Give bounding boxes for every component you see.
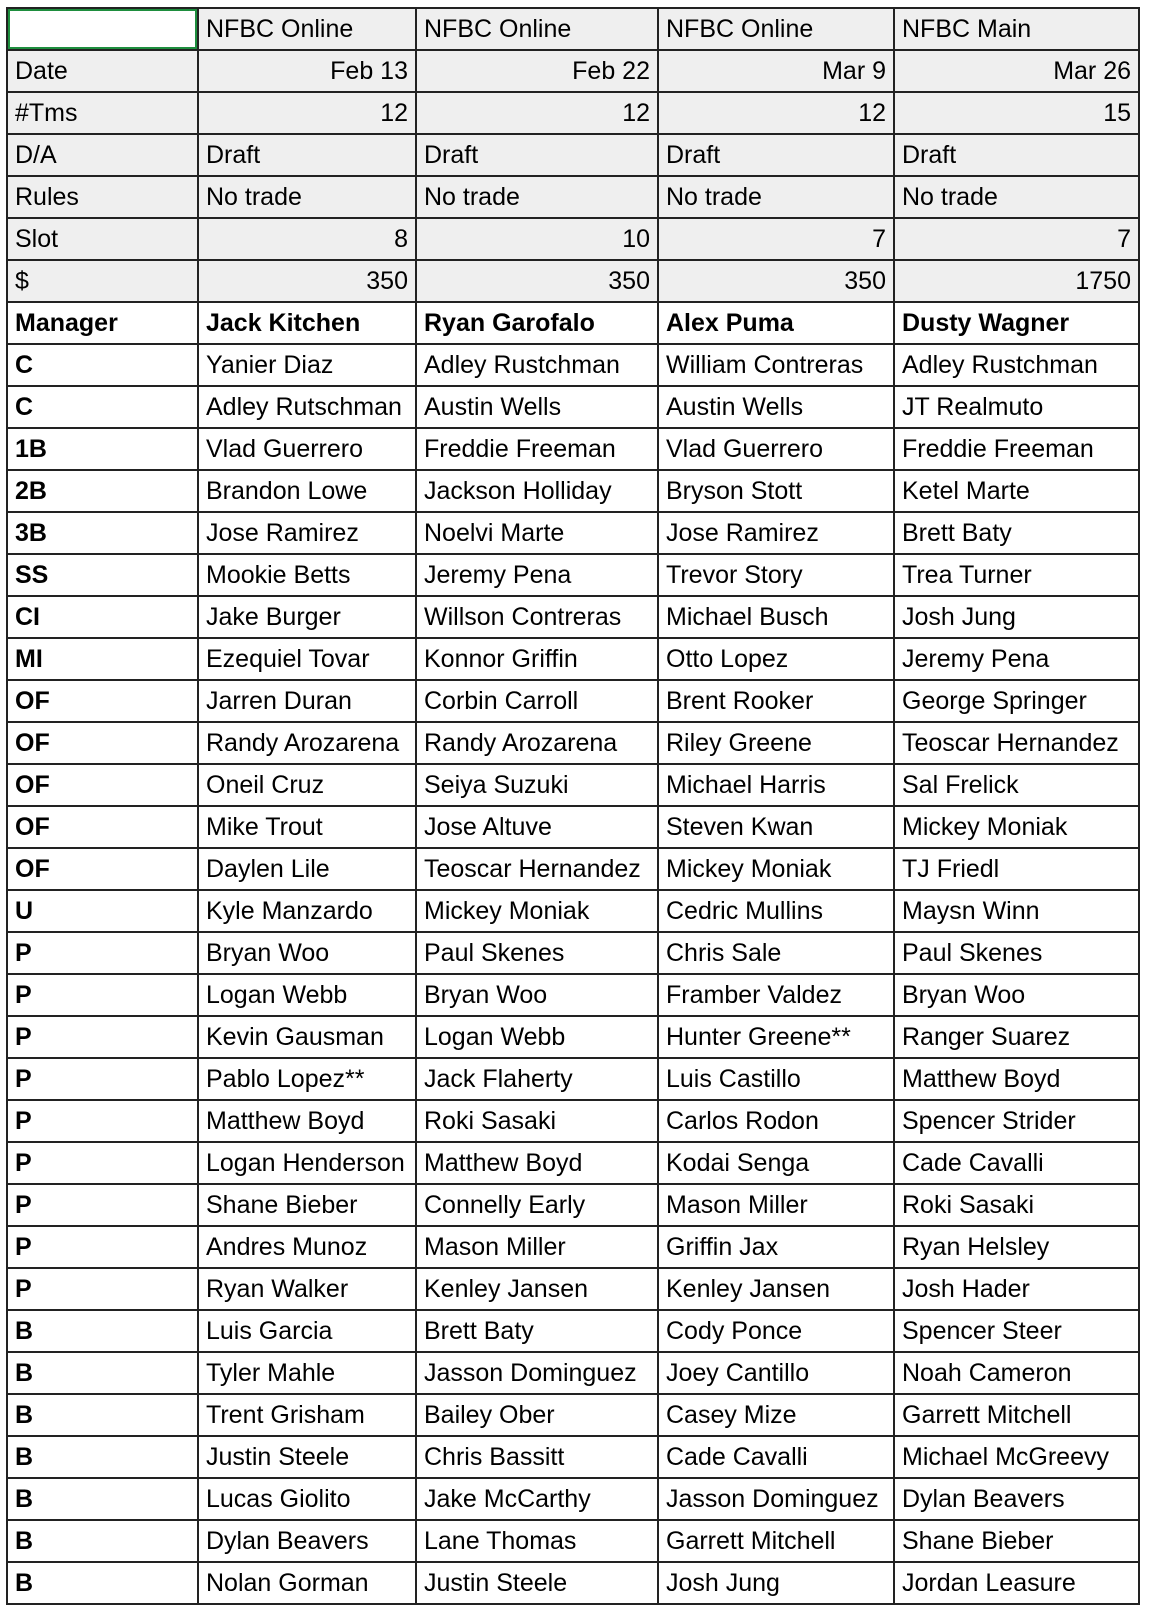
- cell[interactable]: Jake McCarthy: [416, 1478, 658, 1520]
- cell[interactable]: Feb 13: [198, 50, 416, 92]
- cell[interactable]: 350: [658, 260, 894, 302]
- roster-row: [7, 1352, 1139, 1394]
- cell[interactable]: Bryan Woo: [198, 932, 416, 974]
- cell[interactable]: NFBC Online: [658, 8, 894, 50]
- cell[interactable]: Mookie Betts: [198, 554, 416, 596]
- row-label-cell[interactable]: P: [7, 1142, 198, 1184]
- cell[interactable]: NFBC Online: [198, 8, 416, 50]
- cell[interactable]: Adley Rutschman: [198, 386, 416, 428]
- roster-row: [7, 386, 1139, 428]
- cell[interactable]: Draft: [894, 134, 1139, 176]
- meta-row: [7, 218, 1139, 260]
- cell[interactable]: Josh Jung: [894, 596, 1139, 638]
- cell[interactable]: No trade: [198, 176, 416, 218]
- cell[interactable]: Konnor Griffin: [416, 638, 658, 680]
- roster-row: [7, 1100, 1139, 1142]
- cell[interactable]: Carlos Rodon: [658, 1100, 894, 1142]
- cell[interactable]: Austin Wells: [658, 386, 894, 428]
- cell[interactable]: Jackson Holliday: [416, 470, 658, 512]
- cell[interactable]: Connelly Early: [416, 1184, 658, 1226]
- roster-row: [7, 512, 1139, 554]
- cell[interactable]: Bryan Woo: [416, 974, 658, 1016]
- roster-row: [7, 1142, 1139, 1184]
- cell[interactable]: Lucas Giolito: [198, 1478, 416, 1520]
- roster-row: [7, 1520, 1139, 1562]
- cell[interactable]: Freddie Freeman: [894, 428, 1139, 470]
- cell[interactable]: Jeremy Pena: [416, 554, 658, 596]
- cell[interactable]: Mar 26: [894, 50, 1139, 92]
- cell[interactable]: Framber Valdez: [658, 974, 894, 1016]
- cell[interactable]: Roki Sasaki: [416, 1100, 658, 1142]
- cell[interactable]: Dylan Beavers: [894, 1478, 1139, 1520]
- contest-header-row: [7, 8, 1139, 50]
- cell[interactable]: Noelvi Marte: [416, 512, 658, 554]
- roster-row: [7, 722, 1139, 764]
- cell[interactable]: Adley Rustchman: [416, 344, 658, 386]
- cell[interactable]: Noah Cameron: [894, 1352, 1139, 1394]
- cell[interactable]: Kevin Gausman: [198, 1016, 416, 1058]
- cell[interactable]: Josh Jung: [658, 1562, 894, 1604]
- cell[interactable]: Jose Altuve: [416, 806, 658, 848]
- cell[interactable]: Roki Sasaki: [894, 1184, 1139, 1226]
- cell[interactable]: Mason Miller: [658, 1184, 894, 1226]
- cell[interactable]: JT Realmuto: [894, 386, 1139, 428]
- cell[interactable]: Shane Bieber: [894, 1520, 1139, 1562]
- cell[interactable]: NFBC Main: [894, 8, 1139, 50]
- cell[interactable]: 12: [416, 92, 658, 134]
- cell[interactable]: Logan Webb: [416, 1016, 658, 1058]
- cell[interactable]: Mickey Moniak: [894, 806, 1139, 848]
- cell[interactable]: Mar 9: [658, 50, 894, 92]
- row-label-cell[interactable]: P: [7, 1100, 198, 1142]
- cell[interactable]: No trade: [416, 176, 658, 218]
- cell[interactable]: 15: [894, 92, 1139, 134]
- sheet-body: [7, 8, 1139, 1604]
- row-label-cell[interactable]: Slot: [7, 218, 198, 260]
- manager-row: [7, 302, 1139, 344]
- cell[interactable]: Cade Cavalli: [658, 1436, 894, 1478]
- cell[interactable]: Garrett Mitchell: [894, 1394, 1139, 1436]
- cell[interactable]: Cedric Mullins: [658, 890, 894, 932]
- roster-row: [7, 596, 1139, 638]
- cell[interactable]: Feb 22: [416, 50, 658, 92]
- cell[interactable]: Cade Cavalli: [894, 1142, 1139, 1184]
- cell[interactable]: 12: [198, 92, 416, 134]
- row-label-cell[interactable]: CI: [7, 596, 198, 638]
- cell[interactable]: 350: [416, 260, 658, 302]
- roster-row: [7, 428, 1139, 470]
- roster-row: [7, 470, 1139, 512]
- cell[interactable]: Jasson Dominguez: [416, 1352, 658, 1394]
- cell[interactable]: Bryson Stott: [658, 470, 894, 512]
- cell[interactable]: Ezequiel Tovar: [198, 638, 416, 680]
- roster-row: [7, 638, 1139, 680]
- cell[interactable]: Jack Flaherty: [416, 1058, 658, 1100]
- cell[interactable]: Lane Thomas: [416, 1520, 658, 1562]
- roster-row: [7, 344, 1139, 386]
- cell[interactable]: Luis Castillo: [658, 1058, 894, 1100]
- cell[interactable]: Spencer Strider: [894, 1100, 1139, 1142]
- row-label-cell[interactable]: Date: [7, 50, 198, 92]
- cell[interactable]: Paul Skenes: [416, 932, 658, 974]
- roster-row: [7, 974, 1139, 1016]
- cell[interactable]: Justin Steele: [198, 1436, 416, 1478]
- cell[interactable]: Andres Munoz: [198, 1226, 416, 1268]
- cell[interactable]: 1750: [894, 260, 1139, 302]
- cell[interactable]: Michael McGreevy: [894, 1436, 1139, 1478]
- cell[interactable]: Riley Greene: [658, 722, 894, 764]
- roster-row: [7, 806, 1139, 848]
- cell[interactable]: Logan Henderson: [198, 1142, 416, 1184]
- cell[interactable]: Willson Contreras: [416, 596, 658, 638]
- roster-row: [7, 1310, 1139, 1352]
- row-label-cell[interactable]: P: [7, 1226, 198, 1268]
- meta-row: [7, 176, 1139, 218]
- cell[interactable]: Brandon Lowe: [198, 470, 416, 512]
- row-label-cell[interactable]: B: [7, 1520, 198, 1562]
- row-label-cell[interactable]: Manager: [7, 302, 198, 344]
- cell[interactable]: Kenley Jansen: [416, 1268, 658, 1310]
- cell[interactable]: 7: [894, 218, 1139, 260]
- cell[interactable]: Adley Rustchman: [894, 344, 1139, 386]
- cell[interactable]: Vlad Guerrero: [658, 428, 894, 470]
- roster-row: [7, 680, 1139, 722]
- row-label-cell[interactable]: Rules: [7, 176, 198, 218]
- cell[interactable]: Hunter Greene**: [658, 1016, 894, 1058]
- roster-row: [7, 1226, 1139, 1268]
- cell[interactable]: Kodai Senga: [658, 1142, 894, 1184]
- cell[interactable]: Draft: [658, 134, 894, 176]
- cell[interactable]: Tyler Mahle: [198, 1352, 416, 1394]
- cell[interactable]: Logan Webb: [198, 974, 416, 1016]
- cell[interactable]: Maysn Winn: [894, 890, 1139, 932]
- meta-row: [7, 260, 1139, 302]
- cell[interactable]: Griffin Jax: [658, 1226, 894, 1268]
- row-label-cell[interactable]: 2B: [7, 470, 198, 512]
- cell[interactable]: Teoscar Hernandez: [416, 848, 658, 890]
- cell[interactable]: Vlad Guerrero: [198, 428, 416, 470]
- cell[interactable]: Paul Skenes: [894, 932, 1139, 974]
- cell[interactable]: Mike Trout: [198, 806, 416, 848]
- cell[interactable]: NFBC Online: [416, 8, 658, 50]
- cell[interactable]: Jack Kitchen: [198, 302, 416, 344]
- roster-row: [7, 848, 1139, 890]
- cell[interactable]: Matthew Boyd: [416, 1142, 658, 1184]
- cell[interactable]: Ryan Helsley: [894, 1226, 1139, 1268]
- cell[interactable]: Bryan Woo: [894, 974, 1139, 1016]
- cell[interactable]: Randy Arozarena: [198, 722, 416, 764]
- cell[interactable]: Oneil Cruz: [198, 764, 416, 806]
- cell[interactable]: Alex Puma: [658, 302, 894, 344]
- roster-row: [7, 1058, 1139, 1100]
- cell[interactable]: 10: [416, 218, 658, 260]
- cell[interactable]: Yanier Diaz: [198, 344, 416, 386]
- row-label-cell[interactable]: B: [7, 1562, 198, 1604]
- cell[interactable]: Chris Bassitt: [416, 1436, 658, 1478]
- roster-row: [7, 1478, 1139, 1520]
- cell[interactable]: Jarren Duran: [198, 680, 416, 722]
- cell[interactable]: Justin Steele: [416, 1562, 658, 1604]
- roster-row: [7, 1562, 1139, 1604]
- selected-cell[interactable]: [7, 8, 198, 50]
- cell[interactable]: Austin Wells: [416, 386, 658, 428]
- row-label-cell[interactable]: OF: [7, 848, 198, 890]
- cell[interactable]: Jose Ramirez: [658, 512, 894, 554]
- cell[interactable]: Kenley Jansen: [658, 1268, 894, 1310]
- roster-row: [7, 764, 1139, 806]
- row-label-cell[interactable]: P: [7, 974, 198, 1016]
- cell[interactable]: Jasson Dominguez: [658, 1478, 894, 1520]
- cell[interactable]: Otto Lopez: [658, 638, 894, 680]
- cell[interactable]: Cody Ponce: [658, 1310, 894, 1352]
- cell[interactable]: Trevor Story: [658, 554, 894, 596]
- cell[interactable]: Corbin Carroll: [416, 680, 658, 722]
- cell[interactable]: Pablo Lopez**: [198, 1058, 416, 1100]
- roster-row: [7, 1184, 1139, 1226]
- row-label-cell[interactable]: OF: [7, 680, 198, 722]
- row-label-cell[interactable]: D/A: [7, 134, 198, 176]
- meta-row: [7, 134, 1139, 176]
- row-label-cell[interactable]: 3B: [7, 512, 198, 554]
- row-label-cell[interactable]: P: [7, 932, 198, 974]
- cell[interactable]: Draft: [198, 134, 416, 176]
- cell[interactable]: Draft: [416, 134, 658, 176]
- cell[interactable]: Trea Turner: [894, 554, 1139, 596]
- cell[interactable]: Randy Arozarena: [416, 722, 658, 764]
- row-label-cell[interactable]: B: [7, 1394, 198, 1436]
- cell[interactable]: Spencer Steer: [894, 1310, 1139, 1352]
- roster-row: [7, 1394, 1139, 1436]
- roster-row: [7, 1016, 1139, 1058]
- cell[interactable]: Mickey Moniak: [416, 890, 658, 932]
- cell[interactable]: Trent Grisham: [198, 1394, 416, 1436]
- cell[interactable]: Jose Ramirez: [198, 512, 416, 554]
- cell[interactable]: Michael Busch: [658, 596, 894, 638]
- cell[interactable]: No trade: [894, 176, 1139, 218]
- cell[interactable]: No trade: [658, 176, 894, 218]
- cell[interactable]: Matthew Boyd: [198, 1100, 416, 1142]
- row-label-cell[interactable]: U: [7, 890, 198, 932]
- meta-row: [7, 50, 1139, 92]
- cell[interactable]: Matthew Boyd: [894, 1058, 1139, 1100]
- row-label-cell[interactable]: P: [7, 1016, 198, 1058]
- cell[interactable]: Ranger Suarez: [894, 1016, 1139, 1058]
- row-label-cell[interactable]: C: [7, 344, 198, 386]
- cell[interactable]: Daylen Lile: [198, 848, 416, 890]
- cell[interactable]: Sal Frelick: [894, 764, 1139, 806]
- roster-row: [7, 554, 1139, 596]
- roster-row: [7, 890, 1139, 932]
- cell[interactable]: 8: [198, 218, 416, 260]
- cell[interactable]: Steven Kwan: [658, 806, 894, 848]
- cell[interactable]: Shane Bieber: [198, 1184, 416, 1226]
- row-label-cell[interactable]: B: [7, 1352, 198, 1394]
- roster-row: [7, 1436, 1139, 1478]
- row-label-cell[interactable]: 1B: [7, 428, 198, 470]
- cell[interactable]: Jake Burger: [198, 596, 416, 638]
- row-label-cell[interactable]: B: [7, 1436, 198, 1478]
- cell[interactable]: Seiya Suzuki: [416, 764, 658, 806]
- roster-row: [7, 932, 1139, 974]
- cell[interactable]: Jordan Leasure: [894, 1562, 1139, 1604]
- cell[interactable]: Dylan Beavers: [198, 1520, 416, 1562]
- cell[interactable]: Brett Baty: [416, 1310, 658, 1352]
- cell[interactable]: Mickey Moniak: [658, 848, 894, 890]
- row-label-cell[interactable]: OF: [7, 764, 198, 806]
- row-label-cell[interactable]: P: [7, 1058, 198, 1100]
- cell[interactable]: Michael Harris: [658, 764, 894, 806]
- cell[interactable]: Kyle Manzardo: [198, 890, 416, 932]
- cell[interactable]: Luis Garcia: [198, 1310, 416, 1352]
- cell[interactable]: Mason Miller: [416, 1226, 658, 1268]
- cell[interactable]: Nolan Gorman: [198, 1562, 416, 1604]
- cell[interactable]: George Springer: [894, 680, 1139, 722]
- cell[interactable]: Brett Baty: [894, 512, 1139, 554]
- row-label-cell[interactable]: B: [7, 1478, 198, 1520]
- spreadsheet-grid: [6, 7, 1140, 1605]
- row-label-cell[interactable]: OF: [7, 806, 198, 848]
- row-label-cell[interactable]: P: [7, 1268, 198, 1310]
- cell[interactable]: Ryan Walker: [198, 1268, 416, 1310]
- row-label-cell[interactable]: P: [7, 1184, 198, 1226]
- roster-row: [7, 1268, 1139, 1310]
- row-label-cell[interactable]: SS: [7, 554, 198, 596]
- cell[interactable]: Jeremy Pena: [894, 638, 1139, 680]
- cell[interactable]: Ryan Garofalo: [416, 302, 658, 344]
- cell[interactable]: Bailey Ober: [416, 1394, 658, 1436]
- cell[interactable]: Freddie Freeman: [416, 428, 658, 470]
- meta-row: [7, 92, 1139, 134]
- row-label-cell[interactable]: $: [7, 260, 198, 302]
- cell[interactable]: Casey Mize: [658, 1394, 894, 1436]
- row-label-cell[interactable]: C: [7, 386, 198, 428]
- cell[interactable]: 12: [658, 92, 894, 134]
- cell[interactable]: Josh Hader: [894, 1268, 1139, 1310]
- cell[interactable]: William Contreras: [658, 344, 894, 386]
- cell[interactable]: Garrett Mitchell: [658, 1520, 894, 1562]
- cell[interactable]: Joey Cantillo: [658, 1352, 894, 1394]
- cell[interactable]: TJ Friedl: [894, 848, 1139, 890]
- row-label-cell[interactable]: #Tms: [7, 92, 198, 134]
- cell[interactable]: Dusty Wagner: [894, 302, 1139, 344]
- row-label-cell[interactable]: MI: [7, 638, 198, 680]
- cell[interactable]: Ketel Marte: [894, 470, 1139, 512]
- cell[interactable]: Brent Rooker: [658, 680, 894, 722]
- row-label-cell[interactable]: B: [7, 1310, 198, 1352]
- cell[interactable]: 350: [198, 260, 416, 302]
- row-label-cell[interactable]: OF: [7, 722, 198, 764]
- cell[interactable]: 7: [658, 218, 894, 260]
- cell[interactable]: Teoscar Hernandez: [894, 722, 1139, 764]
- cell[interactable]: Chris Sale: [658, 932, 894, 974]
